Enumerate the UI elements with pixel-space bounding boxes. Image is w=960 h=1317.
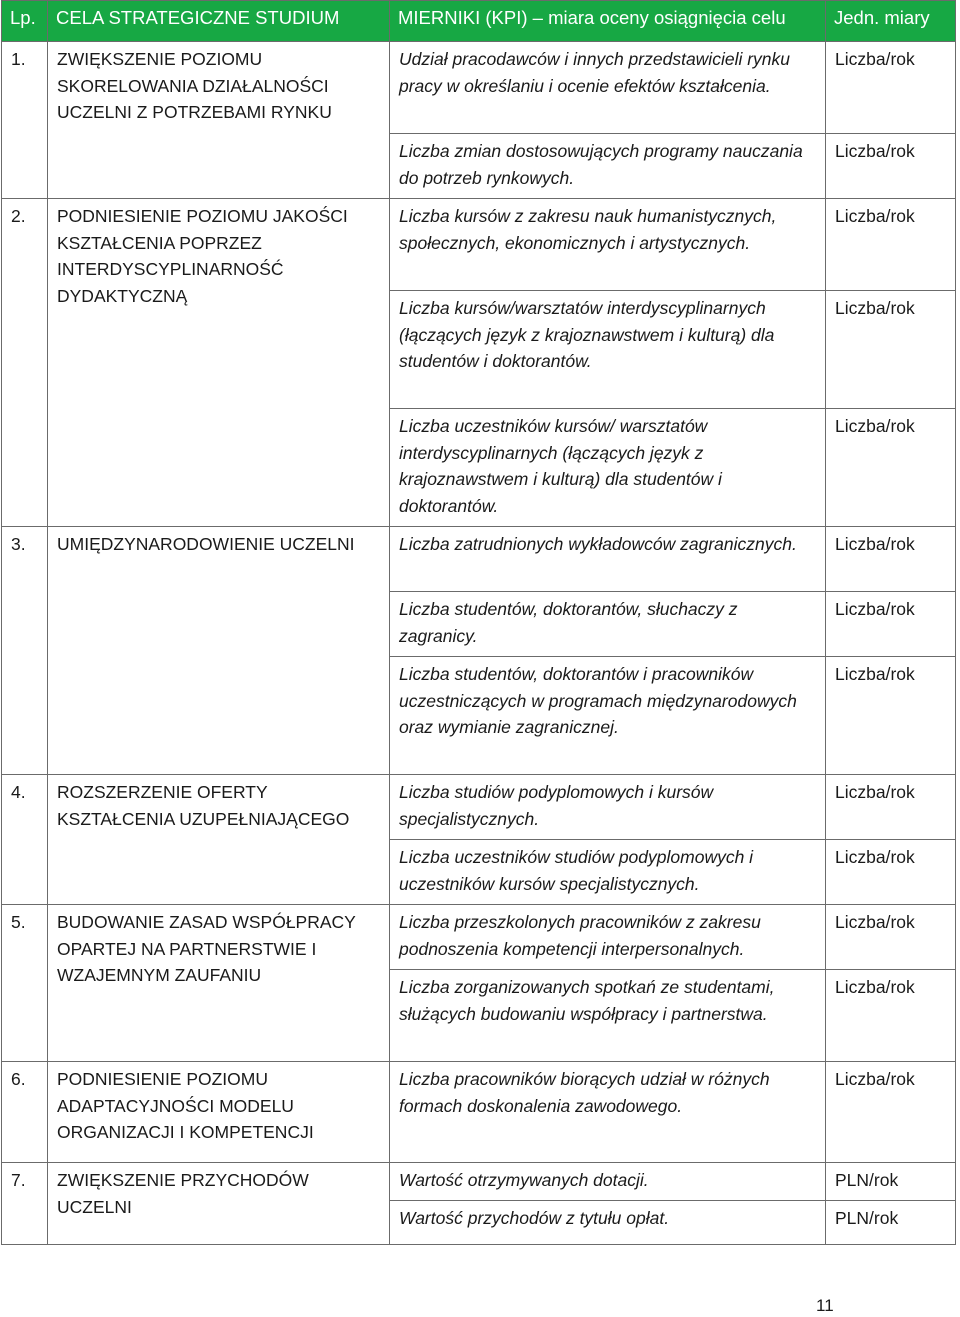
goal-name: PODNIESIENIE POZIOMU JAKOŚCI KSZTAŁCENIA POPRZEZ INTERDYSCYPLINARNOŚĆ DYDAKTYCZNĄ: [48, 199, 390, 527]
table-row: [2, 905, 956, 970]
goal-name: ROZSZERZENIE OFERTY KSZTAŁCENIA UZUPEŁNIAJĄCEGO: [48, 775, 390, 905]
kpi-unit: Liczba/rok: [826, 905, 956, 970]
table-row: [2, 527, 956, 592]
goal-name: ZWIĘKSZENIE PRZYCHODÓW UCZELNI: [48, 1163, 390, 1245]
goal-name: PODNIESIENIE POZIOMU ADAPTACYJNOŚCI MODELU ORGANIZACJI I KOMPETENCJI: [48, 1062, 390, 1163]
kpi-text: Liczba studiów podyplomowych i kursów specjalistycznych.: [390, 775, 826, 840]
header-unit: Jedn. miary: [826, 1, 956, 42]
kpi-text: Udział pracodawców i innych przedstawicieli rynku pracy w określaniu i ocenie efektów kształcenia.: [390, 42, 826, 134]
goal-number: 5.: [2, 905, 48, 1062]
kpi-text: Liczba zatrudnionych wykładowców zagranicznych.: [390, 527, 826, 592]
goal-number: 1.: [2, 42, 48, 199]
goal-name: ZWIĘKSZENIE POZIOMU SKORELOWANIA DZIAŁALNOŚCI UCZELNI Z POTRZEBAMI RYNKU: [48, 42, 390, 199]
table-row: [2, 199, 956, 291]
kpi-unit: Liczba/rok: [826, 970, 956, 1062]
goal-number: 3.: [2, 527, 48, 775]
kpi-unit: Liczba/rok: [826, 134, 956, 199]
kpi-table-body: [2, 42, 956, 1245]
header-kpi: MIERNIKI (KPI) – miara oceny osiągnięcia celu: [390, 1, 826, 42]
table-row: [2, 1062, 956, 1163]
goal-number: 2.: [2, 199, 48, 527]
table-header-row: [2, 1, 956, 42]
kpi-unit: Liczba/rok: [826, 840, 956, 905]
kpi-text: Liczba uczestników studiów podyplomowych i uczestników kursów specjalistycznych.: [390, 840, 826, 905]
kpi-unit: Liczba/rok: [826, 199, 956, 291]
page-number: 11: [816, 1296, 834, 1315]
goal-number: 4.: [2, 775, 48, 905]
kpi-unit: Liczba/rok: [826, 291, 956, 409]
kpi-unit: Liczba/rok: [826, 1062, 956, 1163]
header-lp: Lp.: [2, 1, 48, 42]
kpi-unit: Liczba/rok: [826, 42, 956, 134]
kpi-text: Liczba kursów z zakresu nauk humanistycznych, społecznych, ekonomicznych i artystycznych.: [390, 199, 826, 291]
kpi-text: Liczba zorganizowanych spotkań ze studentami, służących budowaniu współpracy i partnerstwa.: [390, 970, 826, 1062]
kpi-text: Liczba pracowników biorących udział w różnych formach doskonalenia zawodowego.: [390, 1062, 826, 1163]
kpi-unit: Liczba/rok: [826, 409, 956, 527]
kpi-unit: Liczba/rok: [826, 527, 956, 592]
goal-name: UMIĘDZYNARODOWIENIE UCZELNI: [48, 527, 390, 775]
kpi-unit: Liczba/rok: [826, 592, 956, 657]
header-goal: CELA STRATEGICZNE STUDIUM: [48, 1, 390, 42]
kpi-text: Wartość otrzymywanych dotacji.: [390, 1163, 826, 1201]
kpi-unit: Liczba/rok: [826, 775, 956, 840]
kpi-text: Liczba przeszkolonych pracowników z zakresu podnoszenia kompetencji interpersonalnych.: [390, 905, 826, 970]
table-row: [2, 42, 956, 134]
goal-number: 6.: [2, 1062, 48, 1163]
kpi-text: Liczba uczestników kursów/ warsztatów interdyscyplinarnych (łączących język z krajoznawstwem i kulturą) dla studentów i doktorantów.: [390, 409, 826, 527]
goal-name: BUDOWANIE ZASAD WSPÓŁPRACY OPARTEJ NA PARTNERSTWIE I WZAJEMNYM ZAUFANIU: [48, 905, 390, 1062]
kpi-unit: PLN/rok: [826, 1163, 956, 1201]
kpi-unit: Liczba/rok: [826, 657, 956, 775]
kpi-text: Liczba kursów/warsztatów interdyscyplinarnych (łączących język z krajoznawstwem i kulturą) dla studentów i doktorantów.: [390, 291, 826, 409]
kpi-text: Wartość przychodów z tytułu opłat.: [390, 1201, 826, 1245]
goal-number: 7.: [2, 1163, 48, 1245]
kpi-text: Liczba zmian dostosowujących programy nauczania do potrzeb rynkowych.: [390, 134, 826, 199]
kpi-table: [1, 0, 956, 1245]
table-row: [2, 1163, 956, 1201]
kpi-text: Liczba studentów, doktorantów i pracowników uczestniczących w programach międzynarodowych oraz wymianie zagranicznej.: [390, 657, 826, 775]
kpi-unit: PLN/rok: [826, 1201, 956, 1245]
table-row: [2, 775, 956, 840]
kpi-text: Liczba studentów, doktorantów, słuchaczy z zagranicy.: [390, 592, 826, 657]
